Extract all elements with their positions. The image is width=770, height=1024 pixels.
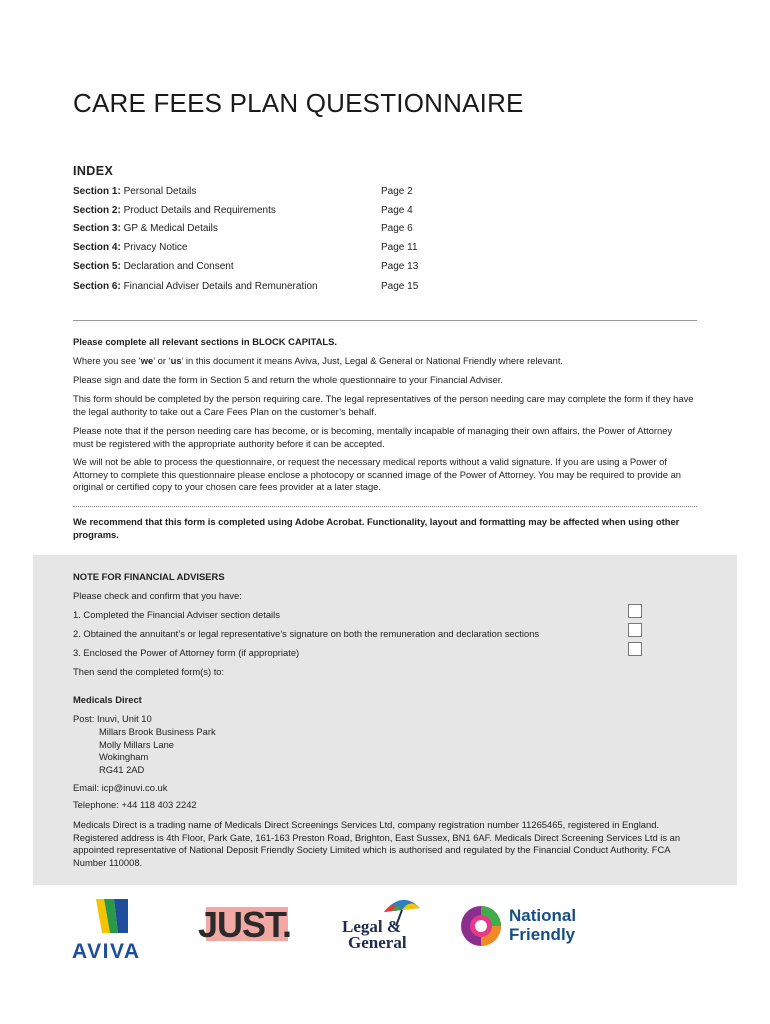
index-section: Section 5: [73, 261, 121, 272]
index-row [73, 205, 433, 216]
checkbox-item-3[interactable] [628, 642, 642, 656]
checkbox-item-2[interactable] [628, 623, 642, 637]
index-section: Section 4: [73, 242, 121, 253]
adviser-heading: NOTE FOR FINANCIAL ADVISERS [73, 571, 225, 582]
address-line: Millars Brook Business Park [99, 726, 216, 737]
aviva-wordmark: AVIVA [72, 940, 141, 963]
address-line: Wokingham [99, 751, 149, 762]
index-row [73, 261, 433, 272]
nf-wordmark-line1: National [509, 906, 577, 925]
telephone-text: Telephone: +44 118 403 2242 [73, 799, 197, 810]
legal-general-logo [340, 894, 424, 956]
we-emphasis: we [140, 355, 154, 366]
index-page: Page 6 [381, 223, 413, 234]
page-title: CARE FEES PLAN QUESTIONNAIRE [73, 88, 524, 118]
adviser-item-3: 3. Enclosed the Power of Attorney form (if appropriate) [73, 647, 300, 658]
national-friendly-mark-icon [459, 904, 503, 948]
index-row [73, 223, 433, 234]
post-label: Post: [73, 713, 95, 724]
index-row [73, 281, 433, 292]
index-row [73, 242, 433, 253]
index-section: Section 1: [73, 186, 121, 197]
email-text: Email: icp@inuvi.co.uk [73, 782, 168, 793]
adviser-check-text: Please check and confirm that you have: [73, 590, 242, 601]
index-section: Section 2: [73, 205, 121, 216]
index-section: Section 3: [73, 223, 121, 234]
acrobat-note: We recommend that this form is completed using Adobe Acrobat. Functionality, layout and formatting may be affected when using other programs. [73, 516, 680, 540]
sign-date-note: Please sign and date the form in Section 5 and return the whole questionnaire to your Financial Adviser. [73, 374, 503, 385]
block-capitals-note: Please complete all relevant sections in BLOCK CAPITALS. [73, 336, 337, 347]
index-label: Personal Details [123, 186, 197, 197]
index-label: Product Details and Requirements [123, 205, 276, 216]
send-to-text: Then send the completed form(s) to: [73, 666, 225, 677]
index-heading: INDEX [73, 164, 114, 178]
completed-by-note: This form should be completed by the person requiring care. The legal representatives of the person needing care may complete the form if they have the legal authority to take out a Care Fees Plan on the customer’s behalf. [73, 393, 694, 417]
we-us-note [73, 355, 703, 368]
index-page: Page 2 [381, 186, 413, 197]
just-logo [198, 905, 302, 947]
text: Where you see ‘ [73, 355, 141, 366]
text: ’ in this document it means Aviva, Just, Legal & General or National Friendly where relevant. [181, 355, 564, 366]
checkbox-item-1[interactable] [628, 604, 642, 618]
index-page: Page 15 [381, 281, 419, 292]
address-line: RG41 2AD [99, 764, 145, 775]
index-section: Section 6: [73, 281, 121, 292]
index-page: Page 11 [381, 242, 418, 253]
power-of-attorney-note: Please note that if the person needing care has become, or is becoming, mentally incapable of managing their own affairs, the Power of Attorney must be registered with the appropriate authority before it can be accepted. [73, 425, 673, 449]
lg-wordmark-line2: General [348, 933, 407, 952]
address-line: Molly Millars Lane [99, 739, 175, 750]
adviser-item-1: 1. Completed the Financial Adviser section details [73, 609, 280, 620]
adviser-item-2: 2. Obtained the annuitant’s or legal representative’s signature on both the remuneration and declaration sections [73, 628, 540, 639]
aviva-logo [72, 897, 158, 963]
legal-text: Medicals Direct is a trading name of Medicals Direct Screenings Services Ltd, company registration number 11265465, registered in England. Registered address is 4th Floor, Park Gate, 161-163 Preston Road, Brighton, East Sussex, BN1 6AF. Medicals Direct Screening Services Ltd is an appointed representative of National Deposit Friendly Society Limited which is authorised and regulated by the Financial Conduct Authority. FCA Number 110008. [73, 819, 681, 868]
us-emphasis: us [170, 355, 182, 366]
index-label: Financial Adviser Details and Remuneration [123, 281, 318, 292]
text: ’ or ‘ [153, 355, 171, 366]
aviva-mark-icon [72, 897, 158, 937]
index-row [73, 186, 433, 197]
dotted-divider [73, 506, 697, 507]
nf-wordmark-line2: Friendly [509, 925, 576, 944]
index-label: Declaration and Consent [123, 261, 234, 272]
index-label: Privacy Notice [123, 242, 188, 253]
national-friendly-logo [459, 903, 583, 949]
company-name: Medicals Direct [73, 694, 142, 705]
index-page: Page 13 [381, 261, 419, 272]
signature-note: We will not be able to process the questionnaire, or request the necessary medical reports without a valid signature. If you are using a Power of Attorney to complete this questionnaire please enclose a photocopy or scanned image of the Power of Attorney. You may be required to provide an original or certified copy to your chosen care fees provider at a later stage. [73, 456, 682, 492]
divider [73, 320, 697, 321]
index-label: GP & Medical Details [123, 223, 218, 234]
address-line: Inuvi, Unit 10 [96, 713, 152, 724]
post-address [73, 713, 703, 726]
just-wordmark: JUST. [198, 904, 292, 945]
lg-wordmark-line1: Legal & [342, 917, 402, 936]
index-page: Page 4 [381, 205, 413, 216]
